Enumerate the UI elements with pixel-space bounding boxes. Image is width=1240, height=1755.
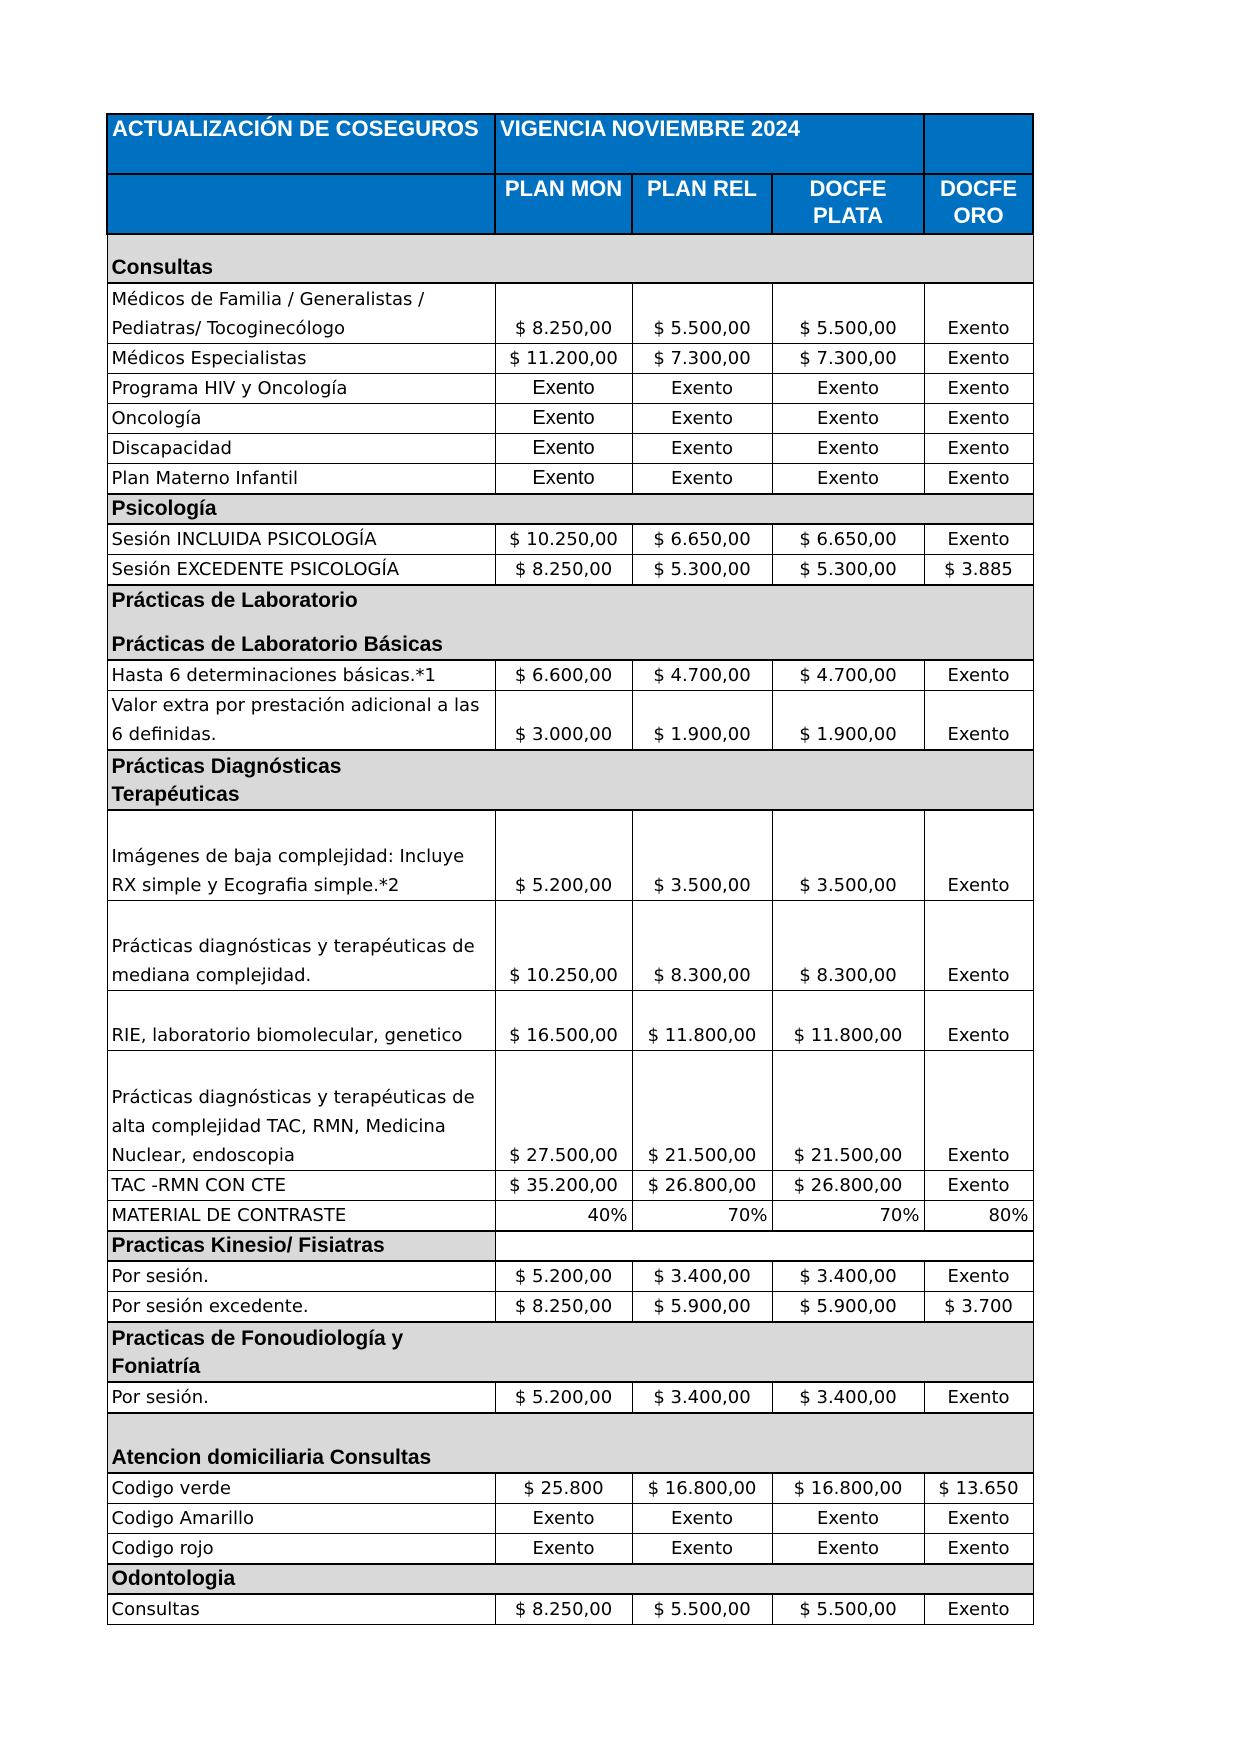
value-docfe-plata: $ 5.500,00 — [772, 1594, 924, 1625]
row-label: Prácticas diagnósticas y terapéuticas de alta complejidad TAC, RMN, Medicina Nuclear, endoscopia — [107, 1050, 495, 1170]
table-row — [107, 524, 1033, 555]
section-title: Atencion domiciliaria Consultas — [107, 1413, 1033, 1473]
value-docfe-oro: Exento — [924, 463, 1033, 494]
value-docfe-plata: Exento — [772, 433, 924, 463]
value-docfe-plata: $ 1.900,00 — [772, 690, 924, 750]
value-docfe-oro: Exento — [924, 900, 1033, 990]
table-row — [107, 690, 1033, 750]
section-subtitle: Prácticas de Laboratorio Básicas — [107, 615, 1033, 660]
value-docfe-plata: $ 3.400,00 — [772, 1382, 924, 1413]
value-plan-rel: $ 5.900,00 — [632, 1291, 772, 1322]
section-title — [107, 1322, 1033, 1382]
row-label: MATERIAL DE CONTRASTE — [107, 1200, 495, 1231]
value-plan-rel: $ 6.650,00 — [632, 524, 772, 555]
value-docfe-oro: Exento — [924, 1594, 1033, 1625]
value-docfe-plata: $ 7.300,00 — [772, 343, 924, 373]
table-row — [107, 403, 1033, 433]
value-docfe-plata: $ 16.800,00 — [772, 1473, 924, 1504]
section-title: Odontologia — [107, 1564, 1033, 1594]
row-label: RIE, laboratorio biomolecular, genetico — [107, 990, 495, 1050]
row-label: Consultas — [107, 1594, 495, 1625]
row-label: Sesión INCLUIDA PSICOLOGÍA — [107, 524, 495, 555]
value-docfe-oro: Exento — [924, 1261, 1033, 1292]
table-row — [107, 1291, 1033, 1322]
row-label: TAC -RMN CON CTE — [107, 1170, 495, 1200]
section-diagnosticas — [107, 750, 1033, 810]
value-docfe-plata: $ 5.500,00 — [772, 283, 924, 343]
table-row — [107, 1594, 1033, 1625]
value-plan-rel: $ 3.400,00 — [632, 1382, 772, 1413]
value-docfe-oro: Exento — [924, 990, 1033, 1050]
table-row — [107, 463, 1033, 494]
section-fonoaudiologia — [107, 1322, 1033, 1382]
section-atencion-domiciliaria — [107, 1413, 1033, 1473]
section-title: Practicas Kinesio/ Fisiatras — [107, 1231, 495, 1261]
value-docfe-oro: Exento — [924, 690, 1033, 750]
value-plan-rel: $ 7.300,00 — [632, 343, 772, 373]
row-label: Imágenes de baja complejidad: Incluye RX simple y Ecografia simple.*2 — [107, 810, 495, 900]
table-row — [107, 990, 1033, 1050]
vigencia-label: VIGENCIA NOVIEMBRE 2024 — [495, 114, 924, 174]
coseguros-table — [106, 113, 1034, 1625]
value-docfe-oro: Exento — [924, 524, 1033, 555]
value-docfe-plata: Exento — [772, 463, 924, 494]
table-row — [107, 1503, 1033, 1533]
table-row — [107, 1533, 1033, 1564]
row-label: Por sesión excedente. — [107, 1291, 495, 1322]
row-label: Por sesión. — [107, 1382, 495, 1413]
value-docfe-oro: Exento — [924, 1533, 1033, 1564]
section-title-text: Prácticas Diagnósticas Terapéuticas — [111, 755, 342, 806]
value-plan-mon: Exento — [495, 373, 632, 403]
table-row — [107, 1261, 1033, 1292]
value-docfe-plata: $ 8.300,00 — [772, 900, 924, 990]
value-plan-rel: $ 16.800,00 — [632, 1473, 772, 1504]
section-title-text: Practicas de Fonoudiología y Foniatría — [111, 1326, 404, 1378]
value-plan-mon: $ 8.250,00 — [495, 1594, 632, 1625]
table-row — [107, 373, 1033, 403]
value-docfe-oro: Exento — [924, 1382, 1033, 1413]
header-row-columns — [107, 174, 1033, 234]
value-plan-rel: $ 11.800,00 — [632, 990, 772, 1050]
column-header-docfe-plata: DOCFE PLATA — [772, 174, 924, 234]
row-label: Valor extra por prestación adicional a las 6 definidas. — [107, 690, 495, 750]
value-docfe-oro: $ 13.650 — [924, 1473, 1033, 1504]
value-docfe-plata: $ 3.500,00 — [772, 810, 924, 900]
table-row — [107, 343, 1033, 373]
value-docfe-oro: Exento — [924, 283, 1033, 343]
value-plan-rel: Exento — [632, 373, 772, 403]
value-plan-rel: $ 5.500,00 — [632, 1594, 772, 1625]
section-blank-cell — [495, 1231, 1033, 1261]
value-plan-mon: $ 27.500,00 — [495, 1050, 632, 1170]
section-kinesio — [107, 1231, 1033, 1261]
value-docfe-oro: Exento — [924, 660, 1033, 691]
value-docfe-plata: $ 5.900,00 — [772, 1291, 924, 1322]
value-plan-rel: $ 5.500,00 — [632, 283, 772, 343]
table-row — [107, 1473, 1033, 1504]
value-plan-mon: $ 10.250,00 — [495, 524, 632, 555]
row-label: Oncología — [107, 403, 495, 433]
value-plan-rel: $ 8.300,00 — [632, 900, 772, 990]
row-label: Plan Materno Infantil — [107, 463, 495, 494]
value-plan-rel: Exento — [632, 1533, 772, 1564]
value-docfe-plata: $ 4.700,00 — [772, 660, 924, 691]
value-plan-mon: 40% — [495, 1200, 632, 1231]
row-label: Médicos Especialistas — [107, 343, 495, 373]
table-row — [107, 810, 1033, 900]
section-laboratorio-basicas — [107, 615, 1033, 660]
table-row — [107, 283, 1033, 343]
value-plan-mon: $ 6.600,00 — [495, 660, 632, 691]
column-header-docfe-oro: DOCFE ORO — [924, 174, 1033, 234]
value-plan-mon: $ 8.250,00 — [495, 283, 632, 343]
value-plan-mon: $ 5.200,00 — [495, 810, 632, 900]
value-plan-rel: $ 1.900,00 — [632, 690, 772, 750]
value-docfe-oro: Exento — [924, 1503, 1033, 1533]
value-plan-rel: 70% — [632, 1200, 772, 1231]
row-label: Discapacidad — [107, 433, 495, 463]
section-psicologia — [107, 494, 1033, 524]
value-docfe-oro: Exento — [924, 1050, 1033, 1170]
value-docfe-plata: Exento — [772, 1503, 924, 1533]
value-docfe-plata: $ 5.300,00 — [772, 554, 924, 585]
table-title: ACTUALIZACIÓN DE COSEGUROS — [107, 114, 495, 174]
table-row — [107, 1200, 1033, 1231]
value-docfe-plata: Exento — [772, 373, 924, 403]
value-plan-rel: $ 5.300,00 — [632, 554, 772, 585]
row-label: Prácticas diagnósticas y terapéuticas de mediana complejidad. — [107, 900, 495, 990]
header-row-title — [107, 114, 1033, 174]
value-docfe-oro: Exento — [924, 433, 1033, 463]
section-title: Prácticas de Laboratorio — [107, 585, 1033, 615]
value-plan-rel: Exento — [632, 403, 772, 433]
value-docfe-plata: $ 21.500,00 — [772, 1050, 924, 1170]
value-plan-mon: $ 8.250,00 — [495, 1291, 632, 1322]
value-plan-mon: $ 3.000,00 — [495, 690, 632, 750]
value-plan-rel: Exento — [632, 463, 772, 494]
value-docfe-oro: Exento — [924, 403, 1033, 433]
section-title: Consultas — [107, 234, 1033, 283]
value-docfe-oro: Exento — [924, 373, 1033, 403]
value-plan-rel: $ 3.500,00 — [632, 810, 772, 900]
row-label: Sesión EXCEDENTE PSICOLOGÍA — [107, 554, 495, 585]
value-docfe-oro: 80% — [924, 1200, 1033, 1231]
value-docfe-oro: $ 3.885 — [924, 554, 1033, 585]
value-plan-mon: $ 5.200,00 — [495, 1261, 632, 1292]
value-plan-rel: Exento — [632, 1503, 772, 1533]
row-label: Codigo Amarillo — [107, 1503, 495, 1533]
table-row — [107, 660, 1033, 691]
value-docfe-plata: $ 6.650,00 — [772, 524, 924, 555]
value-docfe-plata: Exento — [772, 403, 924, 433]
section-consultas — [107, 234, 1033, 283]
value-plan-mon: $ 16.500,00 — [495, 990, 632, 1050]
value-plan-rel: $ 4.700,00 — [632, 660, 772, 691]
table-row — [107, 900, 1033, 990]
value-plan-mon: $ 5.200,00 — [495, 1382, 632, 1413]
table-row — [107, 1050, 1033, 1170]
value-docfe-plata: $ 26.800,00 — [772, 1170, 924, 1200]
value-plan-rel: Exento — [632, 433, 772, 463]
value-plan-mon: $ 25.800 — [495, 1473, 632, 1504]
column-header-plan-mon: PLAN MON — [495, 174, 632, 234]
table-row — [107, 433, 1033, 463]
value-plan-rel: $ 3.400,00 — [632, 1261, 772, 1292]
value-plan-mon: $ 10.250,00 — [495, 900, 632, 990]
value-docfe-oro: $ 3.700 — [924, 1291, 1033, 1322]
value-docfe-plata: $ 3.400,00 — [772, 1261, 924, 1292]
header-blank-cell — [107, 174, 495, 234]
value-plan-mon: Exento — [495, 403, 632, 433]
value-plan-mon: Exento — [495, 1503, 632, 1533]
section-title — [107, 750, 1033, 810]
value-plan-mon: $ 35.200,00 — [495, 1170, 632, 1200]
table-row — [107, 1382, 1033, 1413]
value-docfe-oro: Exento — [924, 343, 1033, 373]
row-label: Programa HIV y Oncología — [107, 373, 495, 403]
value-plan-rel: $ 26.800,00 — [632, 1170, 772, 1200]
section-laboratorio — [107, 585, 1033, 615]
value-plan-mon: Exento — [495, 463, 632, 494]
row-label: Por sesión. — [107, 1261, 495, 1292]
row-label: Hasta 6 determinaciones básicas.*1 — [107, 660, 495, 691]
row-label: Codigo verde — [107, 1473, 495, 1504]
header-empty-cell — [924, 114, 1033, 174]
section-title: Psicología — [107, 494, 1033, 524]
section-odontologia — [107, 1564, 1033, 1594]
row-label: Codigo rojo — [107, 1533, 495, 1564]
value-docfe-oro: Exento — [924, 1170, 1033, 1200]
value-plan-mon: $ 11.200,00 — [495, 343, 632, 373]
table-row — [107, 554, 1033, 585]
column-header-plan-rel: PLAN REL — [632, 174, 772, 234]
value-docfe-plata: Exento — [772, 1533, 924, 1564]
value-plan-mon: $ 8.250,00 — [495, 554, 632, 585]
row-label: Médicos de Familia / Generalistas / Pediatras/ Tocoginecólogo — [107, 283, 495, 343]
value-docfe-plata: 70% — [772, 1200, 924, 1231]
value-plan-mon: Exento — [495, 433, 632, 463]
value-plan-mon: Exento — [495, 1533, 632, 1564]
value-docfe-oro: Exento — [924, 810, 1033, 900]
table-row — [107, 1170, 1033, 1200]
value-plan-rel: $ 21.500,00 — [632, 1050, 772, 1170]
value-docfe-plata: $ 11.800,00 — [772, 990, 924, 1050]
